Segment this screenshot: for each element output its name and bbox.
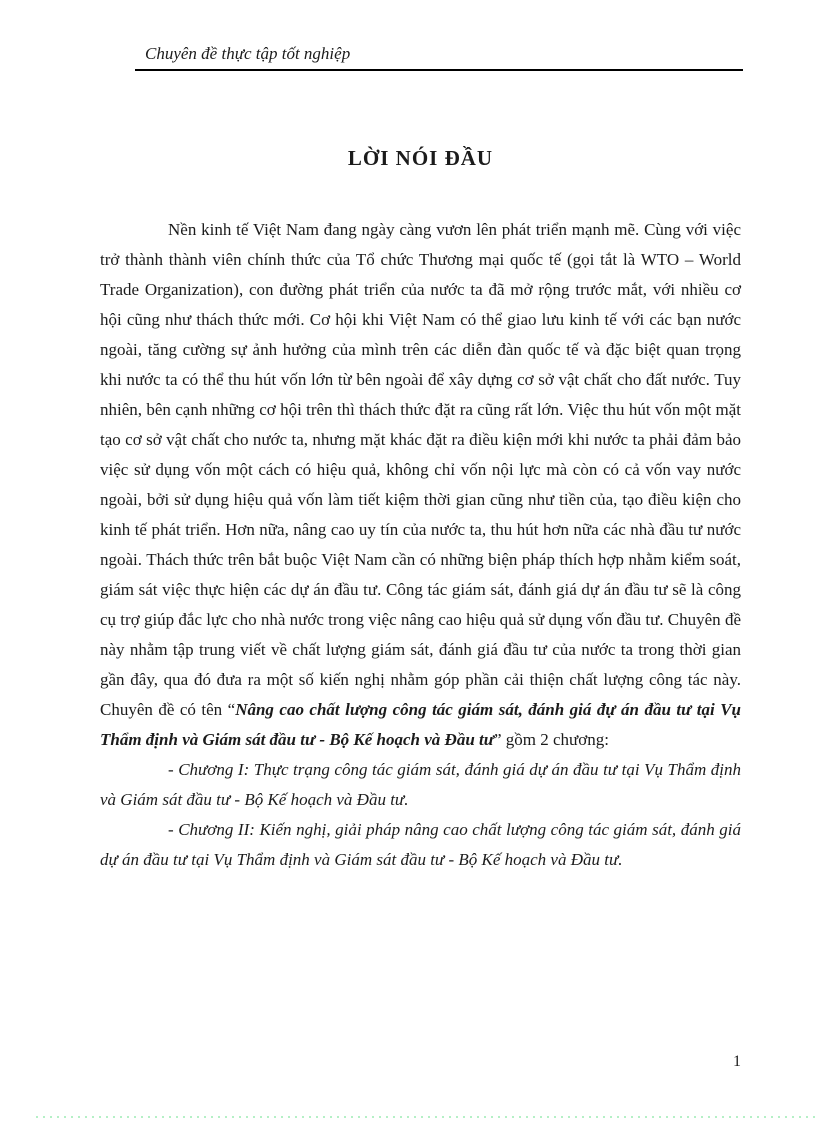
running-header-title: Chuyên đề thực tập tốt nghiệp	[145, 44, 351, 63]
intro-paragraph	[100, 215, 741, 755]
footer-dotted-divider	[36, 1116, 816, 1118]
intro-text: Nền kinh tế Việt Nam đang ngày càng vươn lên phát triển mạnh mẽ. Cùng với việc trở thành thành viên chính thức của Tổ chức Thương mại quốc tế (gọi tắt là WTO – World Trade Organization), con đường phát triển của nước ta đã mở rộng trước mắt, với nhiều cơ hội cũng như thách thức mới. Cơ hội khi Việt Nam có thể giao lưu kinh tế với các bạn nước ngoài, tăng cường sự ảnh hưởng của mình trên các diễn đàn quốc tế và đặc biệt quan trọng khi nước ta có thể thu hút vốn lớn từ bên ngoài để xây dựng cơ sở vật chất cho đất nước. Tuy nhiên, bên cạnh những cơ hội trên thì thách thức đặt ra cũng rất lớn. Việc thu hút vốn một mặt tạo cơ sở vật chất cho nước ta, nhưng mặt khác đặt ra điều kiện mới khi nước ta phải đảm bảo việc sử dụng vốn một cách có hiệu quả, không chỉ vốn nội lực mà còn có cả vốn vay nước ngoài, bởi sử dụng hiệu quả vốn làm tiết kiệm thời gian cũng như tiền của, tạo điều kiện cho kinh tế phát triển. Hơn nữa, nâng cao uy tín của nước ta, thu hút hơn nữa các nhà đầu tư nước ngoài. Thách thức trên bắt buộc Việt Nam cần có những biện pháp thích hợp nhằm kiểm soát, giám sát việc thực hiện các dự án đầu tư. Công tác giám sát, đánh giá dự án đầu tư sẽ là công cụ trợ giúp đắc lực cho nhà nước trong việc nâng cao hiệu quả sử dụng vốn đầu tư. Chuyên đề này nhằm tập trung viết về chất lượng giám sát, đánh giá đầu tư của nước ta trong thời gian gần đây, qua đó đưa ra một số kiến nghị nhằm góp phần cải thiện chất lượng công tác này. Chuyên đề có tên “	[100, 220, 741, 719]
chapter-item-1: - Chương I: Thực trạng công tác giám sát, đánh giá dự án đầu tư tại Vụ Thẩm định và Giám sát đầu tư - Bộ Kế hoạch và Đầu tư.	[100, 760, 741, 809]
header-rule	[135, 69, 743, 71]
document-body	[100, 215, 741, 875]
page-title: LỜI NÓI ĐẦU	[347, 146, 494, 170]
chapter-item-2: - Chương II: Kiến nghị, giải pháp nâng cao chất lượng công tác giám sát, đánh giá dự án đầu tư tại Vụ Thẩm định và Giám sát đầu tư - Bộ Kế hoạch và Đầu tư.	[100, 820, 741, 869]
intro-tail-text: ” gồm 2 chương:	[493, 730, 609, 749]
page-number: 1	[733, 1053, 741, 1070]
thesis-title: Nâng cao chất lượng công tác giám sát, đánh giá đự án đầu tư tại Vụ Thẩm định và Giám sát đầu tư - Bộ Kế hoạch và Đầu tư	[100, 700, 741, 749]
